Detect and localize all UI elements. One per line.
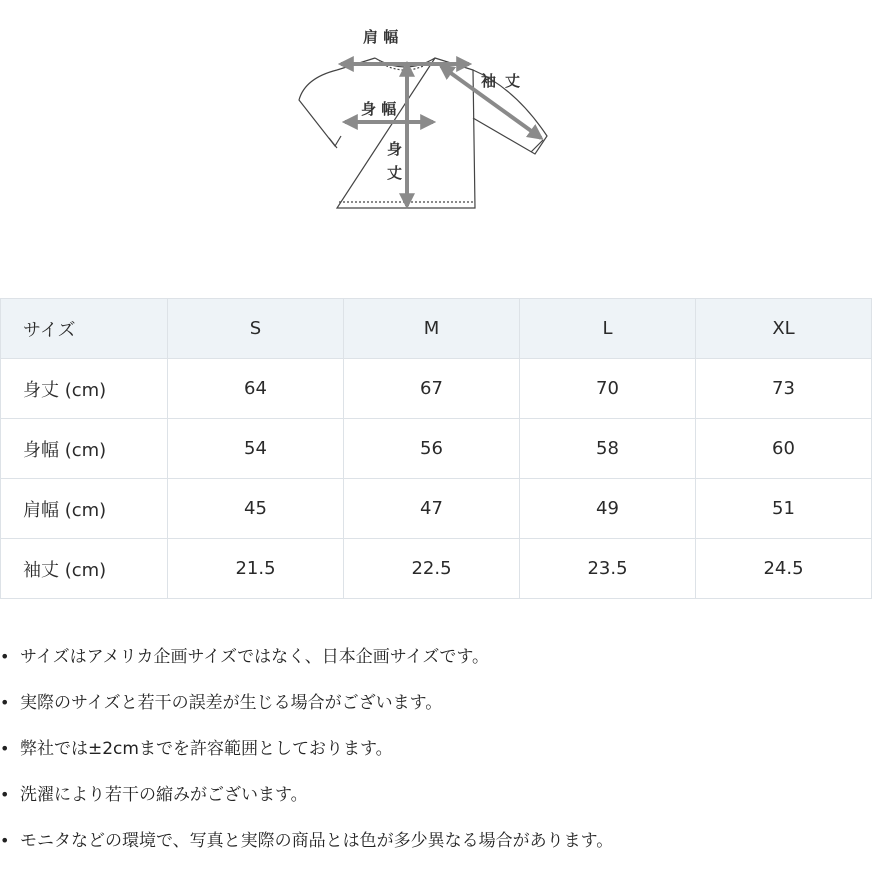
note-text: 洗濯により若干の縮みがございます。 xyxy=(20,785,308,805)
garment-measurement-diagram xyxy=(285,18,565,223)
body-length-label-2: 丈 xyxy=(387,164,403,182)
table-cell: 60 xyxy=(696,419,872,479)
note-text: 実際のサイズと若干の誤差が生じる場合がございます。 xyxy=(20,693,443,713)
notes-list xyxy=(0,634,881,864)
note-text: サイズはアメリカ企画サイズではなく、日本企画サイズです。 xyxy=(20,647,490,667)
table-cell: 24.5 xyxy=(696,539,872,599)
table-cell: 64 xyxy=(168,359,344,419)
list-item xyxy=(0,634,881,680)
row-label: 身丈 (cm) xyxy=(1,359,168,419)
header-l: L xyxy=(520,299,696,359)
bullet-icon: • xyxy=(0,831,10,850)
table-header-row xyxy=(1,299,872,359)
table-cell: 23.5 xyxy=(520,539,696,599)
header-s: S xyxy=(168,299,344,359)
table-cell: 51 xyxy=(696,479,872,539)
table-cell: 54 xyxy=(168,419,344,479)
table-cell: 49 xyxy=(520,479,696,539)
table-cell: 22.5 xyxy=(344,539,520,599)
table-cell: 21.5 xyxy=(168,539,344,599)
list-item xyxy=(0,680,881,726)
bullet-icon: • xyxy=(0,785,10,804)
size-chart-table xyxy=(0,298,872,599)
row-label: 肩幅 (cm) xyxy=(1,479,168,539)
sleeve-length-label-2: 丈 xyxy=(505,72,521,90)
list-item xyxy=(0,772,881,818)
body-width-label: 身 幅 xyxy=(361,100,397,118)
table-cell: 70 xyxy=(520,359,696,419)
table-cell: 58 xyxy=(520,419,696,479)
shoulder-width-label: 肩 幅 xyxy=(363,28,399,46)
table-row xyxy=(1,539,872,599)
table-cell: 73 xyxy=(696,359,872,419)
bullet-icon: • xyxy=(0,739,10,758)
note-text: モニタなどの環境で、写真と実際の商品とは色が多少異なる場合があります。 xyxy=(20,831,614,851)
list-item xyxy=(0,726,881,772)
table-cell: 67 xyxy=(344,359,520,419)
note-text: 弊社では±2cmまでを許容範囲としております。 xyxy=(20,739,393,759)
bullet-icon: • xyxy=(0,647,10,666)
table-row xyxy=(1,479,872,539)
sleeve-length-label-1: 袖 xyxy=(481,72,497,90)
row-label: 身幅 (cm) xyxy=(1,419,168,479)
body-length-label-1: 身 xyxy=(387,140,403,158)
header-size: サイズ xyxy=(1,299,168,359)
table-cell: 56 xyxy=(344,419,520,479)
list-item xyxy=(0,818,881,864)
header-m: M xyxy=(344,299,520,359)
table-cell: 47 xyxy=(344,479,520,539)
table-cell: 45 xyxy=(168,479,344,539)
bullet-icon: • xyxy=(0,693,10,712)
header-xl: XL xyxy=(696,299,872,359)
row-label: 袖丈 (cm) xyxy=(1,539,168,599)
table-row xyxy=(1,359,872,419)
table-row xyxy=(1,419,872,479)
